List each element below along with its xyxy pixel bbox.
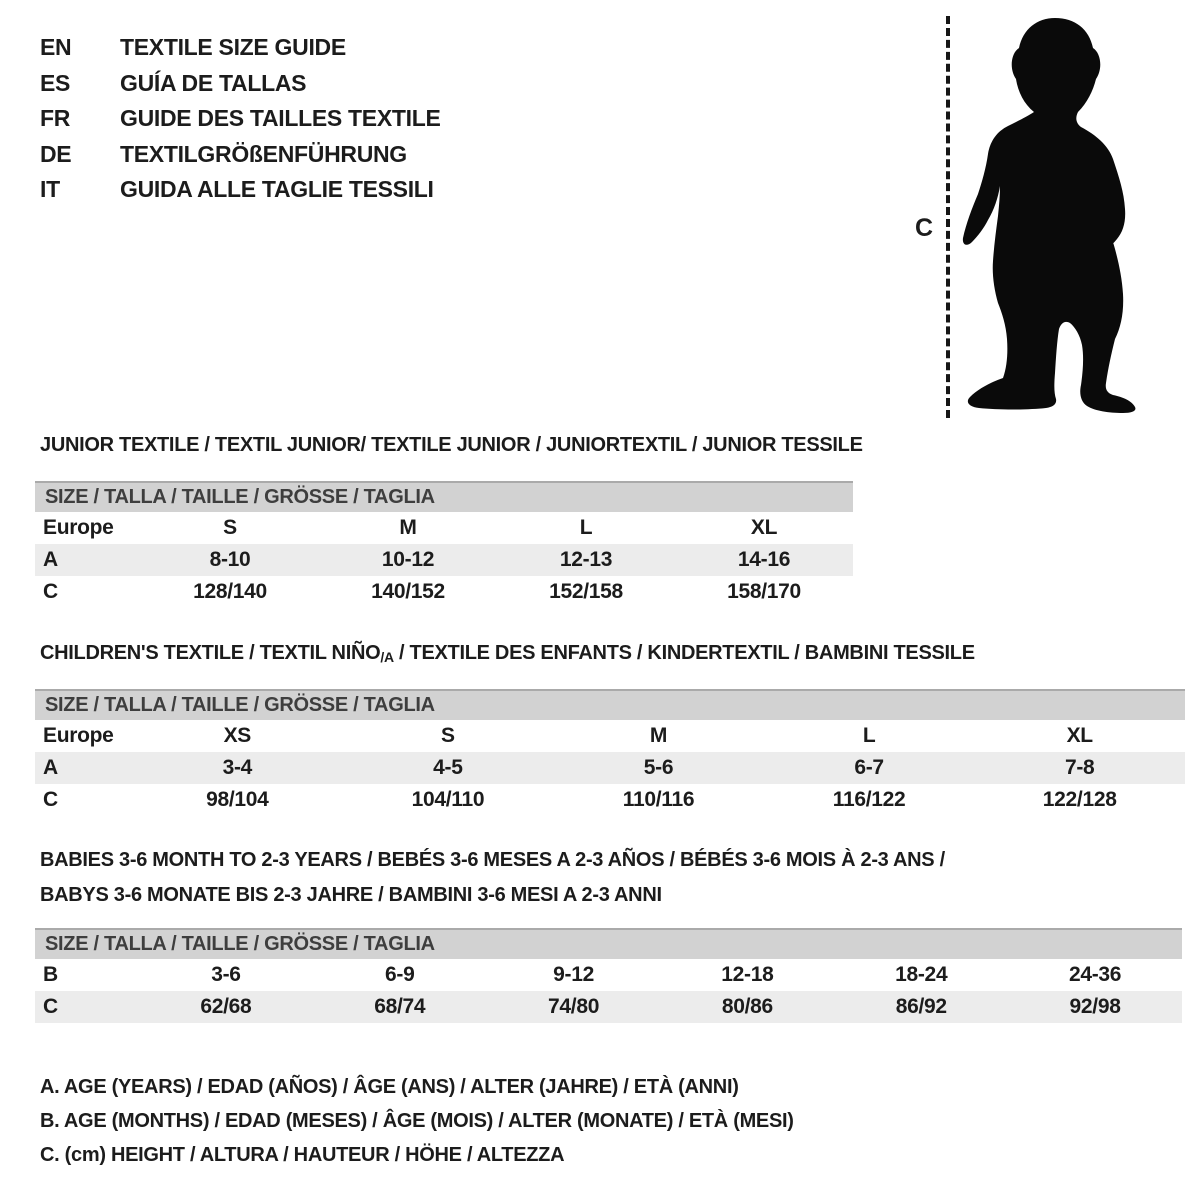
babies-title-line2: BABYS 3-6 MONATE BIS 2-3 JAHRE / BAMBINI 3-6 MESI A 2-3 ANNI: [40, 884, 662, 906]
language-code: ES: [40, 69, 71, 96]
table-cell: 92/98: [1008, 991, 1182, 1023]
table-cell: L: [862, 724, 876, 747]
table-cell: 152/158: [549, 580, 623, 603]
table-cell: 3-4: [132, 752, 343, 784]
table-cell: 158/170: [727, 580, 801, 603]
row-label: A: [35, 544, 141, 576]
legend-line-a: A. AGE (YEARS) / EDAD (AÑOS) / ÂGE (ANS) / ALTER (JAHRE) / ETÀ (ANNI): [40, 1076, 739, 1098]
legend-line-b: B. AGE (MONTHS) / EDAD (MESES) / ÂGE (MOIS) / ALTER (MONATE) / ETÀ (MESI): [40, 1110, 794, 1132]
language-title: TEXTILE SIZE GUIDE: [120, 34, 346, 60]
table-cell: L: [579, 516, 593, 539]
table-cell: 62/68: [139, 991, 313, 1023]
table-cell: 140/152: [371, 580, 445, 603]
size-header: SIZE / TALLA / TAILLE / GRÖSSE / TAGLIA: [35, 690, 1185, 720]
junior-section-title: JUNIOR TEXTILE / TEXTIL JUNIOR/ TEXTILE JUNIOR / JUNIORTEXTIL / JUNIOR TESSILE: [40, 434, 863, 456]
children-title-part2: / TEXTILE DES ENFANTS / KINDERTEXTIL / BAMBINI TESSILE: [393, 642, 975, 664]
table-cell: S: [441, 724, 455, 747]
language-title: GUIDA ALLE TAGLIE TESSILI: [120, 176, 434, 202]
table-header-row: [35, 929, 1182, 959]
size-header: SIZE / TALLA / TAILLE / GRÖSSE / TAGLIA: [35, 482, 853, 512]
language-row-en: [40, 30, 441, 66]
table-cell: 12-18: [721, 963, 774, 986]
table-cell: 8-10: [141, 544, 319, 576]
table-cell: M: [399, 516, 417, 539]
table-cell: M: [649, 724, 668, 747]
language-title: TEXTILGRÖßENFÜHRUNG: [120, 140, 407, 167]
junior-size-table: [35, 481, 853, 608]
language-code: FR: [40, 105, 71, 131]
table-row: [35, 720, 1185, 752]
table-cell: 86/92: [834, 991, 1008, 1023]
table-cell: 5-6: [553, 752, 764, 784]
table-cell: 9-12: [553, 963, 594, 986]
table-header-row: [35, 690, 1185, 720]
table-cell: 68/74: [313, 991, 487, 1023]
table-row: [35, 544, 853, 576]
row-label: C: [43, 580, 58, 603]
children-title-part1: CHILDREN'S TEXTILE / TEXTIL NIÑO: [40, 642, 381, 664]
table-row: [35, 784, 1185, 816]
table-header-row: [35, 482, 853, 512]
language-title: GUIDE DES TAILLES TEXTILE: [120, 105, 441, 131]
table-cell: 80/86: [660, 991, 834, 1023]
height-dashed-line: [946, 16, 950, 418]
row-label: Europe: [43, 516, 114, 539]
language-row-es: [40, 66, 441, 102]
row-label: B: [43, 963, 58, 986]
language-row-it: [40, 172, 441, 208]
babies-size-table: [35, 928, 1182, 1023]
table-cell: 128/140: [193, 580, 267, 603]
language-row-de: [40, 137, 441, 173]
row-label: A: [35, 752, 132, 784]
table-cell: 12-13: [497, 544, 675, 576]
table-cell: XL: [750, 516, 778, 539]
language-code: DE: [40, 140, 72, 167]
table-cell: XL: [1066, 724, 1093, 747]
row-label: C: [35, 991, 139, 1023]
table-cell: S: [223, 516, 237, 539]
table-cell: 116/122: [832, 788, 906, 811]
children-title-sub: /A: [380, 649, 394, 665]
table-row: [35, 991, 1182, 1023]
table-cell: 110/116: [622, 788, 695, 811]
table-row: [35, 752, 1185, 784]
size-header: SIZE / TALLA / TAILLE / GRÖSSE / TAGLIA: [35, 929, 1182, 959]
table-cell: 98/104: [206, 788, 269, 811]
table-cell: 4-5: [343, 752, 554, 784]
table-cell: 7-8: [974, 752, 1185, 784]
table-cell: 18-24: [895, 963, 948, 986]
table-row: [35, 959, 1182, 991]
language-code: IT: [40, 176, 60, 202]
children-section-title: [40, 642, 975, 665]
legend-line-c: C. (cm) HEIGHT / ALTURA / HAUTEUR / HÖHE / ALTEZZA: [40, 1144, 565, 1166]
table-cell: 74/80: [487, 991, 661, 1023]
height-label-c: C: [914, 214, 934, 242]
table-cell: 24-36: [1068, 963, 1122, 986]
language-guide: [40, 30, 441, 208]
language-row-fr: [40, 101, 441, 137]
table-cell: 6-9: [385, 963, 415, 986]
table-row: [35, 576, 853, 608]
measurement-legend: [40, 1070, 794, 1172]
table-cell: 104/110: [411, 788, 485, 811]
child-silhouette-graphic: [960, 16, 1140, 418]
children-size-table: [35, 689, 1185, 816]
table-cell: 10-12: [319, 544, 497, 576]
table-cell: 3-6: [211, 963, 241, 986]
table-cell: 122/128: [1042, 788, 1117, 811]
babies-section-title: [40, 843, 945, 913]
row-label: C: [43, 788, 58, 811]
row-label: Europe: [43, 724, 114, 747]
table-cell: XS: [223, 724, 251, 747]
babies-title-line1: BABIES 3-6 MONTH TO 2-3 YEARS / BEBÉS 3-6 MESES A 2-3 AÑOS / BÉBÉS 3-6 MOIS À 2-3 ANS /: [40, 849, 945, 871]
table-cell: 6-7: [764, 752, 975, 784]
table-row: [35, 512, 853, 544]
table-cell: 14-16: [675, 544, 853, 576]
language-code: EN: [40, 34, 72, 60]
language-title: GUÍA DE TALLAS: [120, 69, 307, 96]
